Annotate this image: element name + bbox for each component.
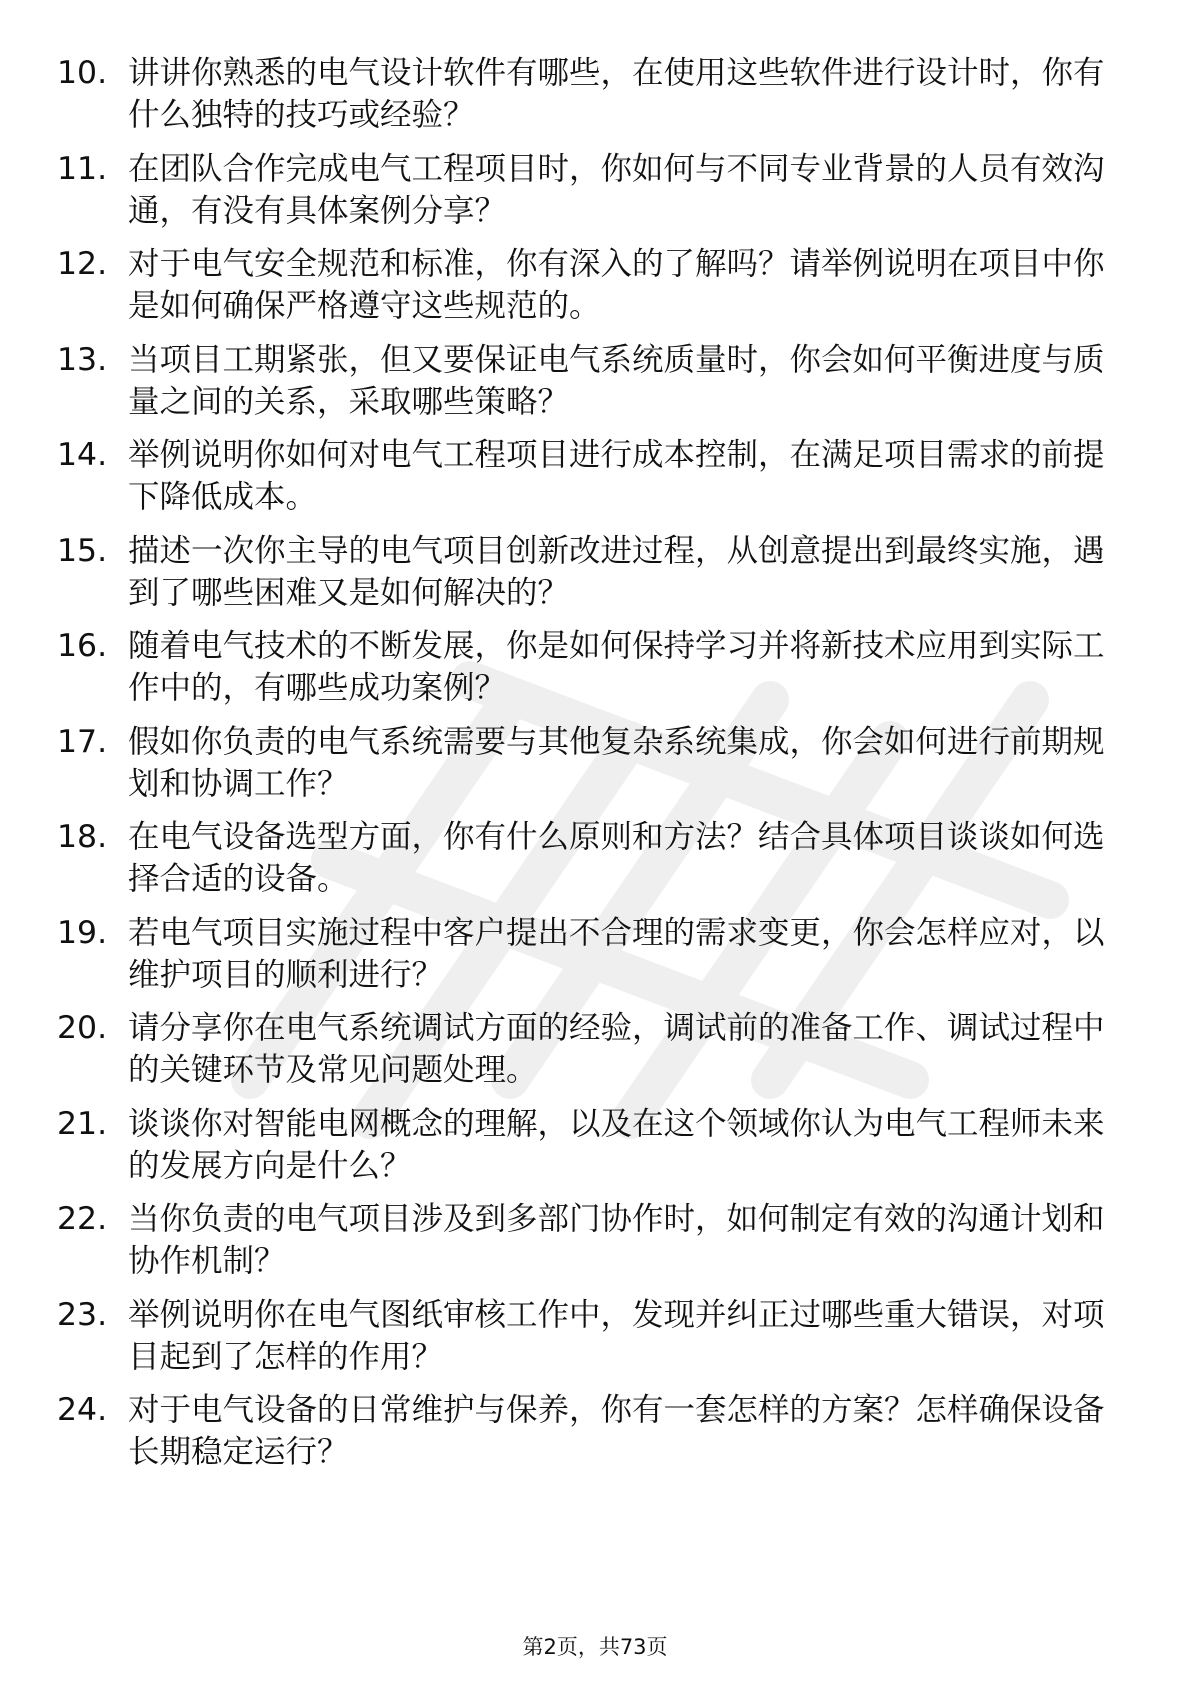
question-text: 讲讲你熟悉的电气设计软件有哪些，在使用这些软件进行设计时，你有什么独特的技巧或经验？ (128, 55, 1105, 133)
question-text: 随着电气技术的不断发展，你是如何保持学习并将新技术应用到实际工作中的，有哪些成功案例？ (128, 628, 1105, 706)
question-text: 谈谈你对智能电网概念的理解，以及在这个领域你认为电气工程师未来的发展方向是什么？ (128, 1105, 1105, 1184)
question-item (57, 52, 1137, 136)
question-number: 21. (57, 1105, 108, 1142)
question-number: 10. (57, 55, 108, 91)
question-item (57, 148, 1137, 232)
question-number: 22. (57, 1201, 108, 1237)
question-item (57, 339, 1137, 423)
question-number: 16. (57, 628, 108, 664)
page-footer: 第2页，共73页 (522, 1635, 668, 1659)
question-text: 在团队合作完成电气工程项目时，你如何与不同专业背景的人员有效沟通，有没有具体案例分享？ (128, 150, 1105, 229)
question-number: 19. (57, 914, 108, 951)
question-text: 对于电气安全规范和标准，你有深入的了解吗？请举例说明在项目中你是如何确保严格遵守这些规范的。 (128, 246, 1105, 324)
question-text: 对于电气设备的日常维护与保养，你有一套怎样的方案？怎样确保设备长期稳定运行？ (128, 1392, 1105, 1470)
question-text: 举例说明你如何对电气工程项目进行成本控制，在满足项目需求的前提下降低成本。 (128, 437, 1105, 515)
question-item (57, 816, 1137, 900)
question-number: 18. (57, 819, 108, 855)
question-number: 17. (57, 723, 108, 760)
question-number: 23. (57, 1296, 108, 1333)
question-text: 若电气项目实施过程中客户提出不合理的需求变更，你会怎样应对，以维护项目的顺利进行？ (128, 914, 1105, 993)
question-item (57, 625, 1137, 709)
question-item (57, 434, 1137, 518)
question-item (57, 243, 1137, 327)
question-item (57, 1198, 1137, 1282)
question-text: 请分享你在电气系统调试方面的经验，调试前的准备工作、调试过程中的关键环节及常见问题处理。 (128, 1010, 1105, 1088)
question-number: 24. (57, 1392, 108, 1428)
question-item (57, 530, 1137, 614)
question-text: 当你负责的电气项目涉及到多部门协作时，如何制定有效的沟通计划和协作机制？ (128, 1201, 1105, 1279)
question-item (57, 1103, 1137, 1187)
question-number: 13. (57, 341, 108, 378)
question-number: 14. (57, 437, 108, 473)
question-text: 在电气设备选型方面，你有什么原则和方法？结合具体项目谈谈如何选择合适的设备。 (128, 819, 1105, 897)
question-number: 15. (57, 532, 108, 569)
question-item (57, 1294, 1137, 1378)
question-text: 当项目工期紧张，但又要保证电气系统质量时，你会如何平衡进度与质量之间的关系，采取哪些策略？ (128, 341, 1105, 420)
question-text: 假如你负责的电气系统需要与其他复杂系统集成，你会如何进行前期规划和协调工作？ (128, 723, 1105, 802)
question-item (57, 1389, 1137, 1473)
question-text: 举例说明你在电气图纸审核工作中，发现并纠正过哪些重大错误，对项目起到了怎样的作用？ (128, 1296, 1105, 1375)
question-item (57, 721, 1137, 805)
question-number: 11. (57, 150, 108, 187)
question-item (57, 912, 1137, 996)
question-number: 12. (57, 246, 108, 282)
question-number: 20. (57, 1010, 108, 1046)
question-text: 描述一次你主导的电气项目创新改进过程，从创意提出到最终实施，遇到了哪些困难又是如何解决的？ (128, 532, 1105, 611)
question-item (57, 1007, 1137, 1091)
